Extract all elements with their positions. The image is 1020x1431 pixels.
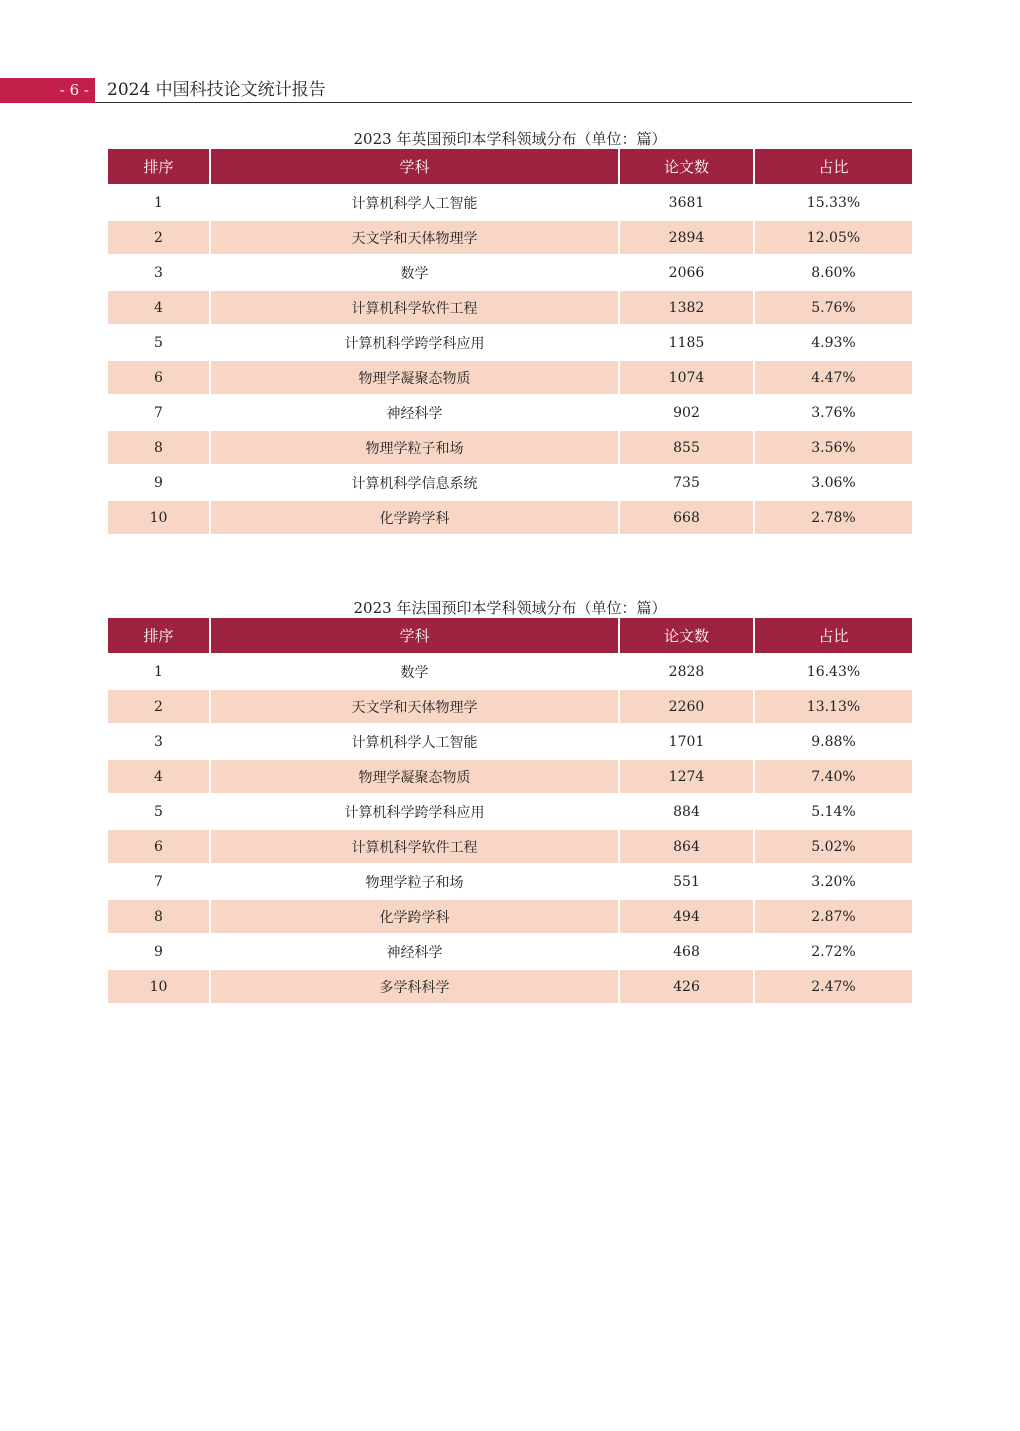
cell-rank: 8 <box>108 898 211 933</box>
cell-subject: 物理学凝聚态物质 <box>211 758 620 793</box>
cell-share: 3.76% <box>755 394 912 429</box>
header-subject: 学科 <box>211 149 620 184</box>
header-rank: 排序 <box>108 149 211 184</box>
cell-rank: 5 <box>108 324 211 359</box>
table-row <box>108 429 912 464</box>
cell-rank: 4 <box>108 289 211 324</box>
cell-share: 5.02% <box>755 828 912 863</box>
cell-paper-count: 735 <box>620 464 755 499</box>
cell-rank: 9 <box>108 933 211 968</box>
page-header <box>0 78 912 104</box>
cell-paper-count: 1382 <box>620 289 755 324</box>
cell-rank: 9 <box>108 464 211 499</box>
table-row <box>108 464 912 499</box>
data-table <box>108 618 912 1003</box>
cell-subject: 计算机科学跨学科应用 <box>211 793 620 828</box>
table-body <box>108 184 912 534</box>
cell-paper-count: 494 <box>620 898 755 933</box>
table-row <box>108 688 912 723</box>
cell-paper-count: 1074 <box>620 359 755 394</box>
cell-subject: 物理学粒子和场 <box>211 863 620 898</box>
cell-subject: 化学跨学科 <box>211 898 620 933</box>
cell-paper-count: 884 <box>620 793 755 828</box>
table-row <box>108 828 912 863</box>
table-row <box>108 793 912 828</box>
table-row <box>108 898 912 933</box>
cell-paper-count: 551 <box>620 863 755 898</box>
cell-share: 4.93% <box>755 324 912 359</box>
data-table <box>108 149 912 534</box>
cell-share: 3.06% <box>755 464 912 499</box>
cell-paper-count: 2828 <box>620 653 755 688</box>
table-header-row <box>108 149 912 184</box>
table-row <box>108 863 912 898</box>
cell-share: 2.78% <box>755 499 912 534</box>
table-title: 2023 年法国预印本学科领域分布（单位：篇） <box>353 599 667 617</box>
table-row <box>108 653 912 688</box>
cell-share: 15.33% <box>755 184 912 219</box>
cell-share: 2.72% <box>755 933 912 968</box>
cell-paper-count: 3681 <box>620 184 755 219</box>
cell-rank: 2 <box>108 219 211 254</box>
cell-share: 13.13% <box>755 688 912 723</box>
cell-subject: 计算机科学信息系统 <box>211 464 620 499</box>
cell-share: 12.05% <box>755 219 912 254</box>
cell-share: 3.20% <box>755 863 912 898</box>
report-title: 2024 中国科技论文统计报告 <box>107 80 326 100</box>
header-share: 占比 <box>755 618 912 653</box>
table-title: 2023 年英国预印本学科领域分布（单位：篇） <box>353 130 667 148</box>
cell-subject: 计算机科学人工智能 <box>211 184 620 219</box>
cell-rank: 8 <box>108 429 211 464</box>
page-number: - 6 - <box>0 78 95 103</box>
table-row <box>108 933 912 968</box>
cell-paper-count: 2260 <box>620 688 755 723</box>
cell-share: 8.60% <box>755 254 912 289</box>
cell-paper-count: 1274 <box>620 758 755 793</box>
cell-rank: 3 <box>108 723 211 758</box>
table-row <box>108 219 912 254</box>
cell-paper-count: 902 <box>620 394 755 429</box>
header-paper-count: 论文数 <box>620 149 755 184</box>
cell-share: 2.87% <box>755 898 912 933</box>
cell-share: 2.47% <box>755 968 912 1003</box>
cell-paper-count: 864 <box>620 828 755 863</box>
cell-subject: 天文学和天体物理学 <box>211 219 620 254</box>
table-row <box>108 968 912 1003</box>
cell-subject: 数学 <box>211 254 620 289</box>
cell-subject: 神经科学 <box>211 933 620 968</box>
france-preprint-table-section <box>108 598 912 1003</box>
cell-paper-count: 855 <box>620 429 755 464</box>
cell-rank: 2 <box>108 688 211 723</box>
cell-paper-count: 668 <box>620 499 755 534</box>
cell-rank: 10 <box>108 499 211 534</box>
cell-rank: 4 <box>108 758 211 793</box>
uk-preprint-table-section <box>108 129 912 534</box>
cell-subject: 物理学粒子和场 <box>211 429 620 464</box>
cell-share: 5.14% <box>755 793 912 828</box>
table-row <box>108 184 912 219</box>
cell-subject: 多学科科学 <box>211 968 620 1003</box>
cell-share: 16.43% <box>755 653 912 688</box>
table-row <box>108 359 912 394</box>
cell-share: 5.76% <box>755 289 912 324</box>
cell-rank: 10 <box>108 968 211 1003</box>
cell-share: 4.47% <box>755 359 912 394</box>
table-row <box>108 394 912 429</box>
cell-rank: 6 <box>108 828 211 863</box>
cell-subject: 计算机科学软件工程 <box>211 289 620 324</box>
cell-rank: 5 <box>108 793 211 828</box>
header-paper-count: 论文数 <box>620 618 755 653</box>
table-row <box>108 254 912 289</box>
cell-subject: 天文学和天体物理学 <box>211 688 620 723</box>
table-row <box>108 289 912 324</box>
cell-rank: 6 <box>108 359 211 394</box>
table-header-row <box>108 618 912 653</box>
cell-paper-count: 426 <box>620 968 755 1003</box>
cell-subject: 化学跨学科 <box>211 499 620 534</box>
cell-rank: 1 <box>108 184 211 219</box>
cell-subject: 物理学凝聚态物质 <box>211 359 620 394</box>
cell-paper-count: 2894 <box>620 219 755 254</box>
table-row <box>108 758 912 793</box>
header-rank: 排序 <box>108 618 211 653</box>
header-subject: 学科 <box>211 618 620 653</box>
cell-subject: 数学 <box>211 653 620 688</box>
cell-share: 3.56% <box>755 429 912 464</box>
cell-share: 9.88% <box>755 723 912 758</box>
table-row <box>108 723 912 758</box>
cell-paper-count: 2066 <box>620 254 755 289</box>
cell-subject: 神经科学 <box>211 394 620 429</box>
cell-paper-count: 1185 <box>620 324 755 359</box>
header-share: 占比 <box>755 149 912 184</box>
cell-rank: 7 <box>108 394 211 429</box>
table-row <box>108 499 912 534</box>
table-body <box>108 653 912 1003</box>
cell-subject: 计算机科学跨学科应用 <box>211 324 620 359</box>
cell-subject: 计算机科学人工智能 <box>211 723 620 758</box>
cell-subject: 计算机科学软件工程 <box>211 828 620 863</box>
cell-rank: 1 <box>108 653 211 688</box>
cell-share: 7.40% <box>755 758 912 793</box>
cell-rank: 7 <box>108 863 211 898</box>
cell-rank: 3 <box>108 254 211 289</box>
cell-paper-count: 1701 <box>620 723 755 758</box>
cell-paper-count: 468 <box>620 933 755 968</box>
table-row <box>108 324 912 359</box>
header-rule <box>95 102 912 103</box>
